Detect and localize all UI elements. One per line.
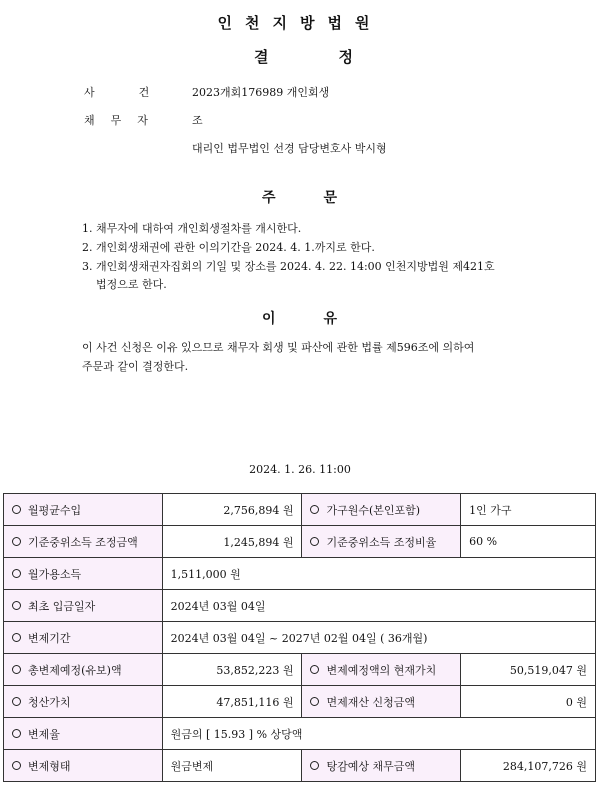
order-title: 주 문 [262,190,338,206]
repayment-form-value: 원금변제 [162,750,302,782]
repayment-rate-label: 변제율 [4,718,163,750]
agent-line: 대리인 법무법인 선경 담당변호사 박시형 [192,142,387,155]
total-repayment-value: 53,852,223 원 [162,654,302,686]
first-payment-label: 최초 입금일자 [4,590,163,622]
table-row [4,622,596,654]
circle-bullet-icon [12,569,21,578]
reason-title: 이 유 [262,311,338,327]
debt-reduction-value: 284,107,726 원 [461,750,596,782]
circle-bullet-icon [12,665,21,674]
table-row [4,718,596,750]
order-item: 3. 개인회생채권자집회의 기일 및 장소를 2024. 4. 22. 14:00 인천지방법원 제421호 [82,260,495,273]
monthly-income-label: 월평균수입 [4,494,163,526]
table-row [4,686,596,718]
order-item: 1. 채무자에 대하여 개인회생절차를 개시한다. [82,222,302,235]
debtor-name: 조 [192,114,203,127]
order-item-continuation: 법정으로 한다. [96,278,167,291]
liquidation-label: 청산가치 [4,686,163,718]
debtor-label: 채 무 자 [84,114,148,127]
available-income-value: 1,511,000 원 [162,558,595,590]
circle-bullet-icon [12,537,21,546]
circle-bullet-icon [12,633,21,642]
circle-bullet-icon [12,601,21,610]
present-value-label: 변제예정액의 현재가치 [302,654,461,686]
circle-bullet-icon [12,697,21,706]
circle-bullet-icon [310,697,319,706]
circle-bullet-icon [12,505,21,514]
circle-bullet-icon [310,537,319,546]
exempt-property-value: 0 원 [461,686,596,718]
repayment-summary-table [3,493,596,782]
table-row [4,750,596,782]
monthly-income-value: 2,756,894 원 [162,494,302,526]
median-ratio-label: 기준중위소득 조정비율 [302,526,461,558]
circle-bullet-icon [310,505,319,514]
document-title-char: 결 [254,48,269,66]
decision-date: 2024. 1. 26. 11:00 [249,463,351,476]
circle-bullet-icon [12,729,21,738]
case-number: 2023개회176989 개인회생 [192,86,330,99]
court-name: 인천지방법원 [217,14,383,32]
repayment-form-label: 변제형태 [4,750,163,782]
total-repayment-label: 총변제예정(유보)액 [4,654,163,686]
order-item: 2. 개인회생채권에 관한 이의기간을 2024. 4. 1.까지로 한다. [82,241,375,254]
available-income-label: 월가용소득 [4,558,163,590]
median-ratio-value: 60 % [461,526,596,558]
table-row [4,654,596,686]
repayment-rate-value: 원금의 [ 15.93 ] % 상당액 [162,718,595,750]
table-row [4,590,596,622]
liquidation-value: 47,851,116 원 [162,686,302,718]
circle-bullet-icon [310,665,319,674]
circle-bullet-icon [310,761,319,770]
household-value: 1인 가구 [461,494,596,526]
circle-bullet-icon [12,761,21,770]
period-label: 변제기간 [4,622,163,654]
document-title-char: 정 [338,48,353,66]
median-adjusted-label: 기준중위소득 조정금액 [4,526,163,558]
table-row [4,526,596,558]
first-payment-value: 2024년 03월 04일 [162,590,595,622]
document-title [254,46,353,67]
exempt-property-label: 면제재산 신청금액 [302,686,461,718]
table-row [4,558,596,590]
period-value: 2024년 03월 04일 ~ 2027년 02월 04일 ( 36개월) [162,622,595,654]
reason-line: 이 사건 신청은 이유 있으므로 채무자 회생 및 파산에 관한 법률 제596조에 의하여 [82,341,475,354]
household-label: 가구원수(본인포함) [302,494,461,526]
reason-line: 주문과 같이 결정한다. [82,360,189,373]
present-value-value: 50,519,047 원 [461,654,596,686]
table-row [4,494,596,526]
debt-reduction-label: 탕감예상 채무금액 [302,750,461,782]
median-adjusted-value: 1,245,894 원 [162,526,302,558]
case-label: 사 건 [84,86,150,99]
